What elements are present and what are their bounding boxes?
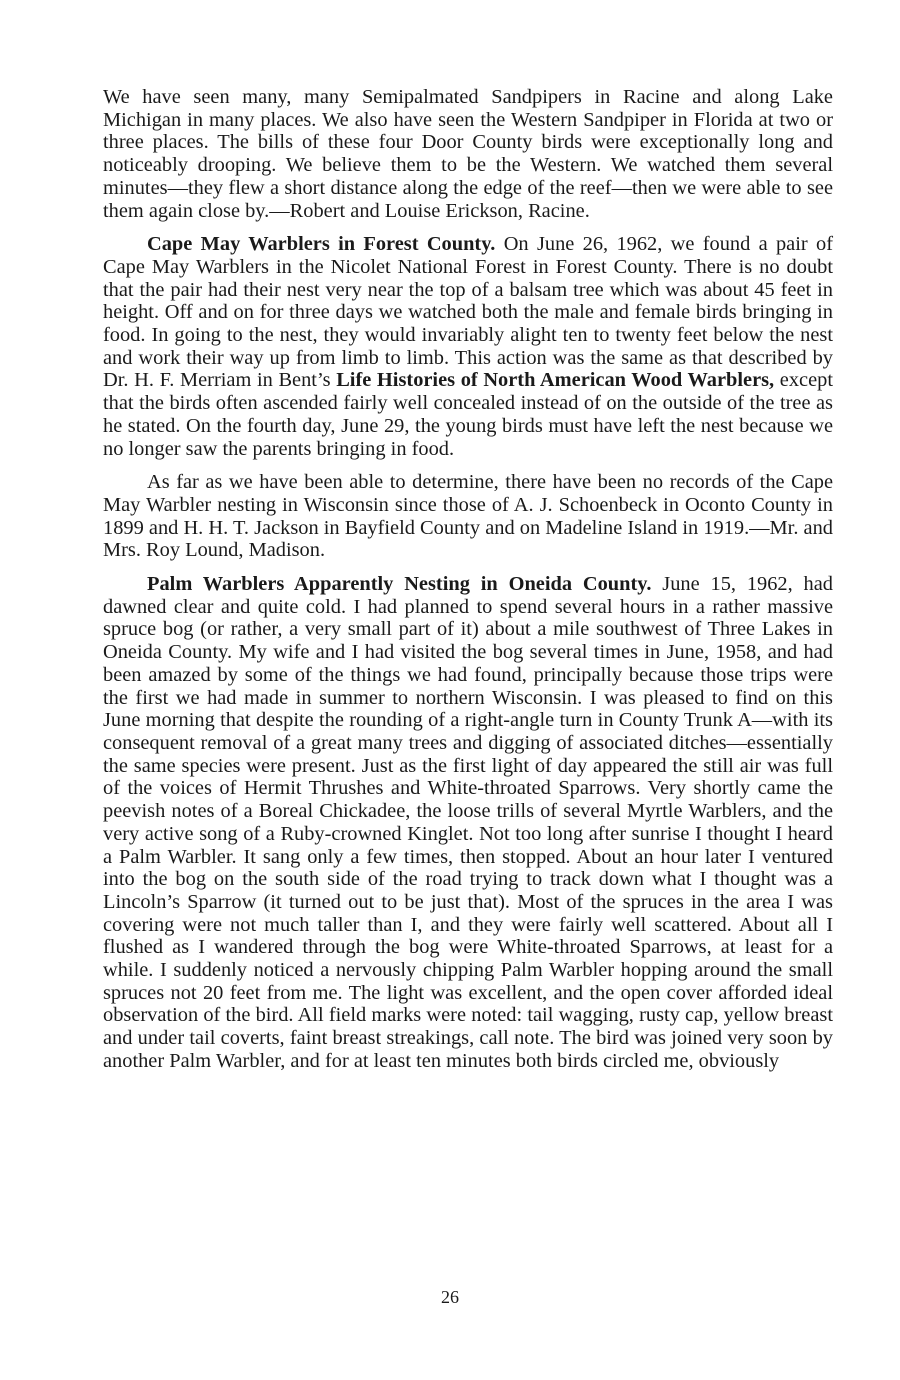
paragraph-text: June 15, 1962, had dawned clear and quite cold. I had planned to spend several hours in a rather massive spruce bog (or rather, a very small part of it) about a mile southwest of Three Lakes in Oneida County. My wife and I had visited the bog several times in June, 1958, and had been amazed by some of the things we had found, principally because those trips were the first we had made in summer to northern Wisconsin. I was pleased to find on this June morning that despite the rounding of a right-angle turn in County Trunk A—with its consequent removal of a great many trees and digging of associated ditches—essentially the same species were present. Just as the first light of day appeared the still air was full of the voices of Hermit Thrushes and White-throated Sparrows. Very shortly came the peevish notes of a Boreal Chickadee, the loose trills of several Myrtle Warblers, and the very active song of a Ruby-crowned Kinglet. Not too long after sunrise I thought I heard a Palm Warbler. It sang only a few times, then stopped. About an hour later I ventured into the bog on the south side of the road trying to track down what I thought was a Lincoln’s Sparrow (it turned out to be just that). Most of the spruces in the area I was covering were not much taller than I, and they were fairly well scattered. About all I flushed as I wandered through the bog were White-throated Sparrows, at least for a while. I suddenly noticed a nervously chipping Palm Warbler hopping around the small spruces not 20 feet from me. The light was excellent, and the open cover afforded ideal observation of the bird. All field marks were noted: tail wagging, rusty cap, yellow breast and under tail coverts, faint breast streakings, call note. The bird was joined very soon by another Palm Warbler, and for at least ten minutes both birds circled me, obviously (103, 573, 833, 1072)
paragraph-text: On June 26, 1962, we found a pair of Cape May Warblers in the Nicolet National Forest in Forest County. There is no doubt that the pair had their nest very near the top of a balsam tree which was about 45 feet in height. Off and on for three days we watched both the male and female birds bringing in food. In going to the nest, they would invariably alight ten to twenty feet below the nest and work their way up from limb to limb. This action was the same as that described by Dr. H. F. Merriam in Bent’s (103, 233, 833, 392)
paragraph-cape-may (103, 233, 833, 460)
paragraph-text: As far as we have been able to determine, there have been no records of the Cape May Warbler nesting in Wisconsin since those of A. J. Schoenbeck in Oconto County in 1899 and H. H. T. Jackson in Bayfield County and on Madeline Island in 1919.—Mr. and Mrs. Roy Lound, Madison. (103, 471, 833, 562)
section-heading-cape-may: Cape May Warblers in Forest County. (147, 233, 496, 256)
section-heading-palm-warblers: Palm Warblers Apparently Nesting in Oneida County. (147, 573, 652, 596)
paragraph-cape-may-records (103, 471, 833, 562)
article-body (103, 86, 833, 1084)
page-number: 26 (441, 1287, 459, 1307)
paragraph-palm-warblers (103, 573, 833, 1072)
paragraph-text: We have seen many, many Semipalmated Sandpipers in Racine and along Lake Michigan in many places. We also have seen the Western Sandpiper in Florida at two or three places. The bills of these four Door County birds were exceptionally long and noticeably drooping. We believe them to be the Western. We watched them several minutes—they flew a short distance along the edge of the reef—then we were able to see them again close by.—Robert and Louise Erickson, Racine. (103, 86, 833, 222)
paragraph-sandpipers (103, 86, 833, 222)
paragraph-text: except that the birds often ascended fairly well concealed instead of on the outside of the tree as he stated. On the fourth day, June 29, the young birds must have left the nest because we no longer saw the parents bringing in food. (103, 369, 833, 460)
book-title: Life Histories of North American Wood Warblers, (336, 369, 775, 392)
